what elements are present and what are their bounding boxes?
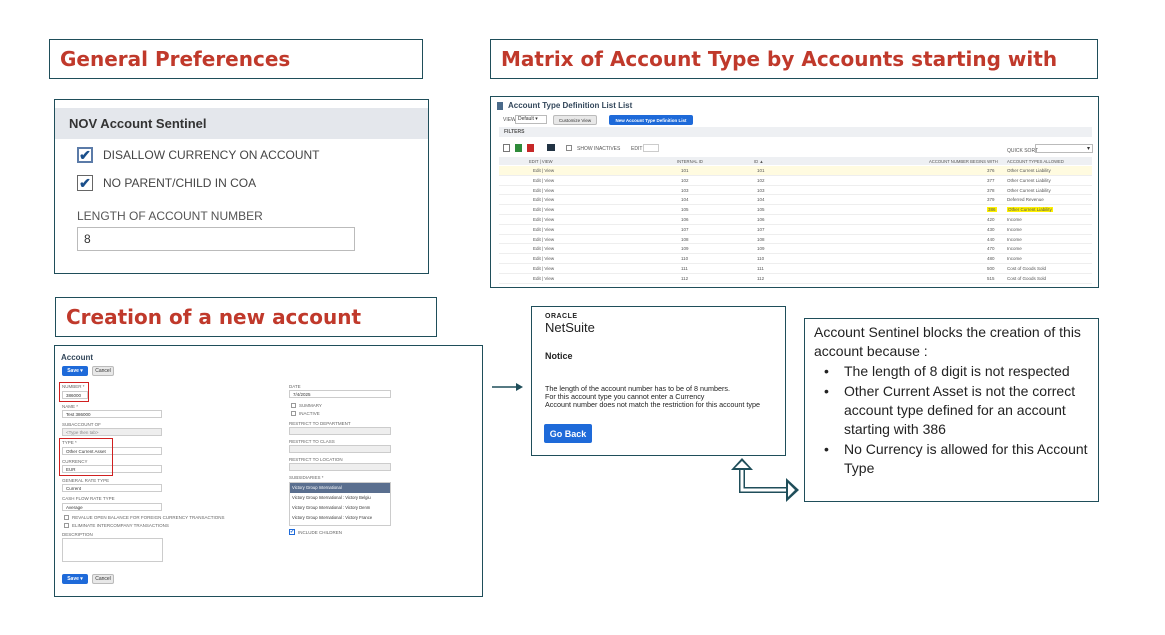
row-type-allowed: Income — [1007, 256, 1022, 262]
explanation-bullet: • Other Current Asset is not the correct account type defined for an account starting with 386 — [814, 382, 1089, 439]
explanation-intro: Account Sentinel blocks the creation of this account because : — [814, 324, 1081, 359]
view-label: VIEW — [503, 117, 516, 123]
row-edit-view-link[interactable]: Edit | View — [533, 177, 555, 183]
subaccount-label: SUBACCOUNT OF — [62, 422, 101, 427]
row-internal-id: 107 — [681, 226, 689, 232]
new-definition-button[interactable]: New Account Type Definition List — [609, 115, 693, 125]
number-highlight — [59, 382, 89, 402]
revalue-label: REVALUE OPEN BALANCE FOR FOREIGN CURRENCY TRANSACTIONS — [72, 515, 225, 520]
revalue-checkbox[interactable] — [64, 515, 69, 520]
row-type-allowed: Income — [1007, 217, 1022, 222]
row-id: 102 — [757, 177, 765, 183]
length-label: LENGTH OF ACCOUNT NUMBER — [77, 209, 263, 223]
row-id: 104 — [757, 197, 765, 203]
table-row[interactable] — [499, 166, 1092, 176]
row-id: 105 — [757, 207, 765, 213]
row-edit-view-link[interactable]: Edit | View — [533, 256, 555, 262]
row-type-allowed: Income — [1007, 226, 1022, 232]
row-id: 101 — [757, 168, 765, 173]
row-begins-with: 386 — [988, 207, 996, 213]
document-icon — [497, 102, 503, 110]
row-begins-with: 378 — [987, 187, 995, 193]
row-edit-view-link[interactable]: Edit | View — [533, 217, 555, 222]
matrix-title-row — [497, 101, 632, 110]
quick-sort-select[interactable]: ▾ — [1035, 144, 1093, 153]
name-label: NAME * — [62, 404, 79, 409]
notice-line: The length of the account number has to be of 8 numbers. — [545, 384, 730, 393]
heading-creation: Creation of a new account — [55, 297, 437, 337]
length-input[interactable]: 8 — [77, 227, 355, 251]
restrict-location-select[interactable] — [289, 463, 391, 471]
row-id: 109 — [757, 246, 765, 252]
cash-flow-select[interactable]: Average — [62, 503, 162, 511]
type-label: TYPE * — [62, 440, 77, 445]
pdf-icon[interactable] — [527, 144, 534, 152]
no-parent-child-checkbox[interactable]: ✔ — [77, 175, 93, 191]
explanation-box — [804, 318, 1099, 502]
subsidiaries-list[interactable] — [289, 482, 391, 526]
show-inactives-checkbox[interactable] — [566, 145, 572, 151]
quick-sort-label: QUICK SORT — [1007, 148, 1039, 154]
restrict-dept-select[interactable] — [289, 427, 391, 435]
row-internal-id: 111 — [681, 266, 688, 271]
subsidiary-item[interactable]: Victory Group International : Victory France — [292, 515, 373, 520]
currency-select[interactable]: EUR — [62, 465, 162, 473]
arrow-right-icon — [490, 380, 526, 394]
row-type-allowed: Other Current Liability — [1008, 207, 1052, 213]
table-row[interactable] — [499, 274, 1092, 284]
date-label: DATE — [289, 384, 301, 389]
row-edit-view-link[interactable]: Edit | View — [533, 197, 555, 203]
go-back-button[interactable]: Go Back — [544, 424, 592, 443]
oracle-logo: ORACLE — [545, 313, 578, 320]
row-type-allowed: Cost of Goods Sold — [1007, 275, 1047, 281]
row-begins-with: 379 — [987, 197, 995, 203]
table-row[interactable] — [499, 205, 1092, 215]
date-input[interactable]: 7/4/2025 — [289, 390, 391, 398]
edit-label: EDIT — [631, 146, 643, 152]
col-edit-view[interactable]: EDIT | VIEW — [529, 159, 553, 164]
number-input[interactable]: 386000 — [62, 391, 88, 399]
general-rate-select[interactable]: Current — [62, 484, 162, 492]
description-textarea[interactable] — [62, 538, 163, 562]
type-select[interactable]: Other Current Asset — [62, 447, 162, 455]
heading-matrix: Matrix of Account Type by Accounts starting with — [490, 39, 1098, 79]
type-currency-highlight — [59, 438, 113, 476]
summary-checkbox[interactable] — [291, 403, 296, 408]
row-edit-view-link[interactable]: Edit | View — [533, 187, 555, 193]
row-internal-id: 101 — [681, 168, 689, 173]
row-id: 108 — [757, 236, 765, 242]
explanation-bullet: • No Currency is allowed for this Account Type — [814, 440, 1089, 478]
description-label: DESCRIPTION — [62, 532, 93, 537]
cancel-button-bottom[interactable]: Cancel — [92, 574, 114, 584]
row-type-allowed: Income — [1007, 236, 1022, 242]
subaccount-input[interactable]: <Type then tab> — [62, 428, 162, 436]
subsidiary-item[interactable]: Victory Group International : Victory Denm — [292, 505, 371, 510]
row-id: 103 — [757, 187, 765, 193]
row-id: 111 — [757, 266, 764, 271]
cancel-button[interactable]: Cancel — [92, 366, 114, 376]
table-row[interactable] — [499, 235, 1092, 245]
row-begins-with: 377 — [987, 177, 995, 183]
table-row[interactable] — [499, 176, 1092, 186]
row-begins-with: 470 — [987, 246, 995, 252]
eliminate-checkbox[interactable] — [64, 523, 69, 528]
restrict-class-select[interactable] — [289, 445, 391, 453]
currency-label: CURRENCY — [62, 459, 88, 464]
table-row[interactable] — [499, 195, 1092, 205]
account-form-screenshot — [54, 345, 483, 597]
row-begins-with: 480 — [987, 256, 995, 262]
customize-view-button[interactable]: Customize View — [553, 115, 597, 125]
row-type-allowed: Income — [1007, 246, 1022, 252]
general-rate-label: GENERAL RATE TYPE — [62, 478, 110, 483]
show-inactives-label: SHOW INACTIVES — [577, 146, 621, 152]
matrix-title: Account Type Definition List List — [508, 101, 633, 110]
print-icon[interactable] — [547, 144, 555, 151]
name-input[interactable]: Test 386000 — [62, 410, 162, 418]
row-internal-id: 106 — [681, 217, 689, 222]
account-form-title: Account — [61, 353, 93, 362]
sentinel-panel — [54, 99, 429, 274]
disallow-currency-checkbox[interactable]: ✔ — [77, 147, 93, 163]
number-label: NUMBER * — [62, 384, 85, 389]
row-id: 110 — [757, 256, 765, 262]
cash-flow-label: CASH FLOW RATE TYPE — [62, 496, 115, 501]
table-row[interactable] — [499, 225, 1092, 235]
col-internal-id[interactable]: INTERNAL ID — [677, 159, 703, 164]
row-type-allowed: Other Current Liability — [1007, 177, 1051, 183]
table-row[interactable] — [499, 186, 1092, 196]
row-internal-id: 109 — [681, 246, 689, 252]
row-internal-id: 103 — [681, 187, 689, 193]
restrict-dept-label: RESTRICT TO DEPARTMENT — [289, 421, 351, 426]
row-type-allowed: Deferred Revenue — [1007, 197, 1044, 203]
row-edit-view-link[interactable]: Edit | View — [533, 275, 555, 281]
row-type-allowed: Other Current Liability — [1007, 187, 1051, 193]
row-begins-with: 500 — [987, 266, 995, 271]
row-id: 112 — [757, 275, 765, 281]
inactive-label: INACTIVE — [299, 411, 320, 416]
disallow-currency-row — [77, 147, 428, 163]
row-begins-with: 376 — [987, 168, 995, 173]
save-button[interactable]: Save ▾ — [62, 366, 88, 376]
elbow-arrow-icon — [728, 456, 802, 504]
row-internal-id: 105 — [681, 207, 689, 213]
netsuite-logo: NetSuite — [545, 320, 595, 335]
excel-icon[interactable] — [515, 144, 522, 152]
row-begins-with: 440 — [987, 236, 995, 242]
matrix-screenshot — [490, 96, 1099, 288]
row-id: 106 — [757, 217, 765, 222]
filters-bar[interactable] — [499, 127, 1092, 137]
row-begins-with: 420 — [987, 217, 995, 222]
row-internal-id: 104 — [681, 197, 689, 203]
col-id[interactable]: ID ▲ — [754, 159, 764, 164]
row-internal-id: 110 — [681, 256, 689, 262]
row-internal-id: 108 — [681, 236, 689, 242]
row-internal-id: 102 — [681, 177, 689, 183]
notice-line: Account number does not match the restriction for this account type — [545, 400, 760, 409]
explanation-bullet: • The length of 8 digit is not respected — [814, 362, 1089, 381]
restrict-class-label: RESTRICT TO CLASS — [289, 439, 335, 444]
sentinel-title: NOV Account Sentinel — [55, 108, 428, 139]
include-children-checkbox[interactable]: ✔ — [290, 529, 295, 535]
no-parent-child-row — [77, 175, 428, 191]
restrict-location-label: RESTRICT TO LOCATION — [289, 457, 343, 462]
row-edit-view-link[interactable]: Edit | View — [533, 236, 555, 242]
disallow-currency-label: DISALLOW CURRENCY ON ACCOUNT — [103, 148, 320, 162]
col-types-allowed[interactable]: ACCOUNT TYPES ALLOWED — [1007, 159, 1064, 164]
heading-general-preferences: General Preferences — [49, 39, 423, 79]
notice-line: For this account type you cannot enter a Currency — [545, 392, 705, 401]
summary-label: SUMMARY — [299, 403, 322, 408]
row-edit-view-link[interactable]: Edit | View — [533, 246, 555, 252]
view-select[interactable]: Default ▾ — [515, 115, 547, 124]
row-begins-with: 430 — [987, 226, 995, 232]
matrix-header-row — [499, 157, 1092, 165]
subsidiary-item[interactable]: Victory Group International — [290, 483, 390, 493]
row-type-allowed: Cost of Goods Sold — [1007, 266, 1047, 271]
save-button-bottom[interactable]: Save ▾ — [62, 574, 88, 584]
notice-message — [545, 385, 760, 409]
edit-toggle[interactable] — [643, 144, 659, 152]
row-edit-view-link[interactable]: Edit | View — [533, 168, 555, 173]
eliminate-label: ELIMINATE INTERCOMPANY TRANSACTIONS — [72, 523, 169, 528]
subsidiaries-label: SUBSIDIARIES * — [289, 475, 324, 480]
row-begins-with: 515 — [987, 275, 995, 281]
notice-dialog — [531, 306, 786, 456]
col-begins-with[interactable]: ACCOUNT NUMBER BEGINS WITH — [929, 159, 998, 164]
filters-label: FILTERS — [504, 129, 525, 135]
row-edit-view-link[interactable]: Edit | View — [533, 226, 555, 232]
row-internal-id: 112 — [681, 275, 689, 281]
table-row[interactable] — [499, 254, 1092, 264]
table-row[interactable] — [499, 264, 1092, 274]
subsidiary-item[interactable]: Victory Group International : Victory Belgiu — [292, 495, 371, 500]
inactive-checkbox[interactable] — [291, 411, 296, 416]
new-doc-icon[interactable] — [503, 144, 510, 152]
table-row[interactable] — [499, 215, 1092, 225]
row-edit-view-link[interactable]: Edit | View — [533, 266, 555, 271]
no-parent-child-label: NO PARENT/CHILD IN COA — [103, 176, 257, 190]
row-edit-view-link[interactable]: Edit | View — [533, 207, 555, 213]
table-row[interactable] — [499, 244, 1092, 254]
row-type-allowed: Other Current Liability — [1007, 168, 1051, 173]
row-id: 107 — [757, 226, 765, 232]
notice-title: Notice — [545, 351, 573, 361]
include-children-label: INCLUDE CHILDREN — [298, 530, 343, 535]
